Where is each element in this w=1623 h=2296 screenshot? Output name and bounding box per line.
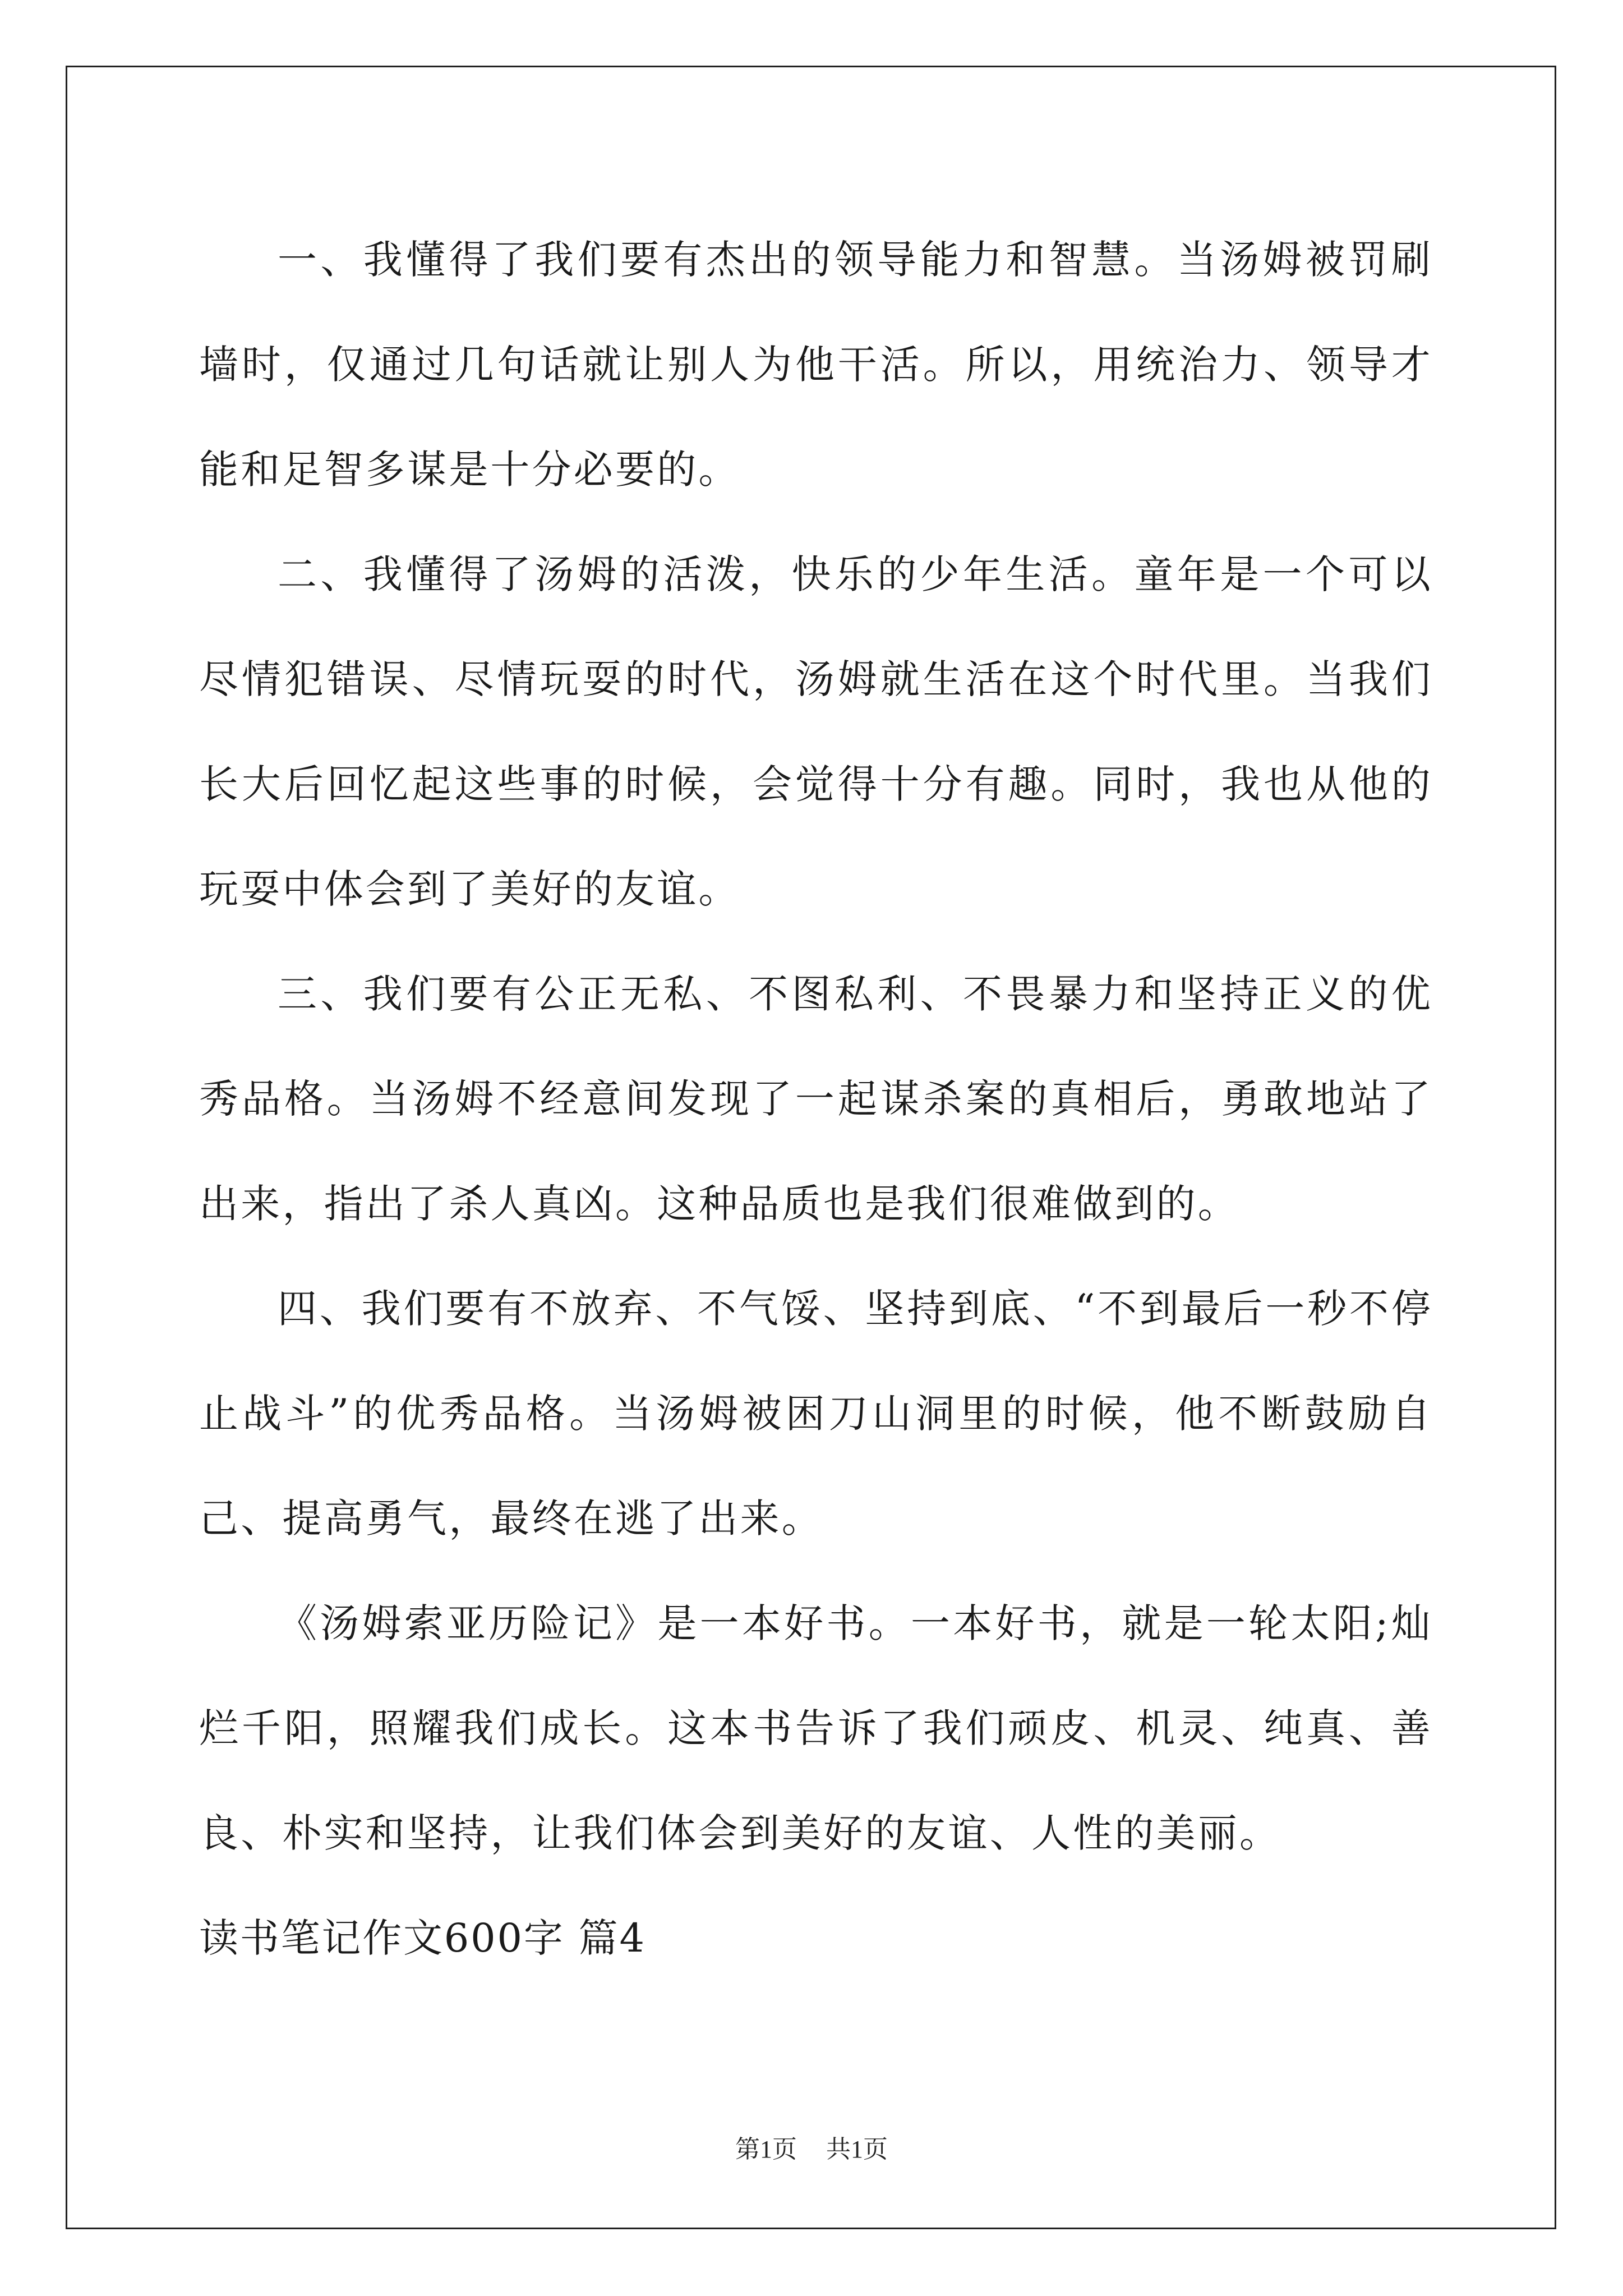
paragraph-5: 《汤姆索亚历险记》是一本好书。一本好书，就是一轮太阳;灿烂千阳，照耀我们成长。这本书告诉了我们顽皮、机灵、纯真、善良、朴实和坚持，让我们体会到美好的友谊、人性的美丽。 — [199, 1600, 1433, 1856]
page-total: 共1页 — [826, 2136, 888, 2163]
paragraph-3: 三、我们要有公正无私、不图私利、不畏暴力和坚持正义的优秀品格。当汤姆不经意间发现了一起谋杀案的真相后，勇敢地站了出来，指出了杀人真凶。这种品质也是我们很难做到的。 — [199, 971, 1433, 1227]
page-footer — [0, 2129, 1623, 2165]
section-heading: 读书笔记作文600字 篇4 — [199, 1915, 646, 1961]
paragraph-2: 二、我懂得了汤姆的活泼，快乐的少年生活。童年是一个可以尽情犯错误、尽情玩耍的时代，汤姆就生活在这个时代里。当我们长大后回忆起这些事的时候，会觉得十分有趣。同时，我也从他的玩耍中体会到了美好的友谊。 — [199, 551, 1433, 912]
paragraph-1: 一、我懂得了我们要有杰出的领导能力和智慧。当汤姆被罚刷墙时，仅通过几句话就让别人为他干活。所以，用统治力、领导才能和足智多谋是十分必要的。 — [199, 237, 1433, 493]
document-body — [199, 208, 1433, 1991]
page-number: 第1页 — [735, 2136, 797, 2163]
paragraph-4: 四、我们要有不放弃、不气馁、坚持到底、“不到最后一秒不停止战斗”的优秀品格。当汤姆被困刀山洞里的时候，他不断鼓励自己、提高勇气，最终在逃了出来。 — [199, 1286, 1433, 1542]
